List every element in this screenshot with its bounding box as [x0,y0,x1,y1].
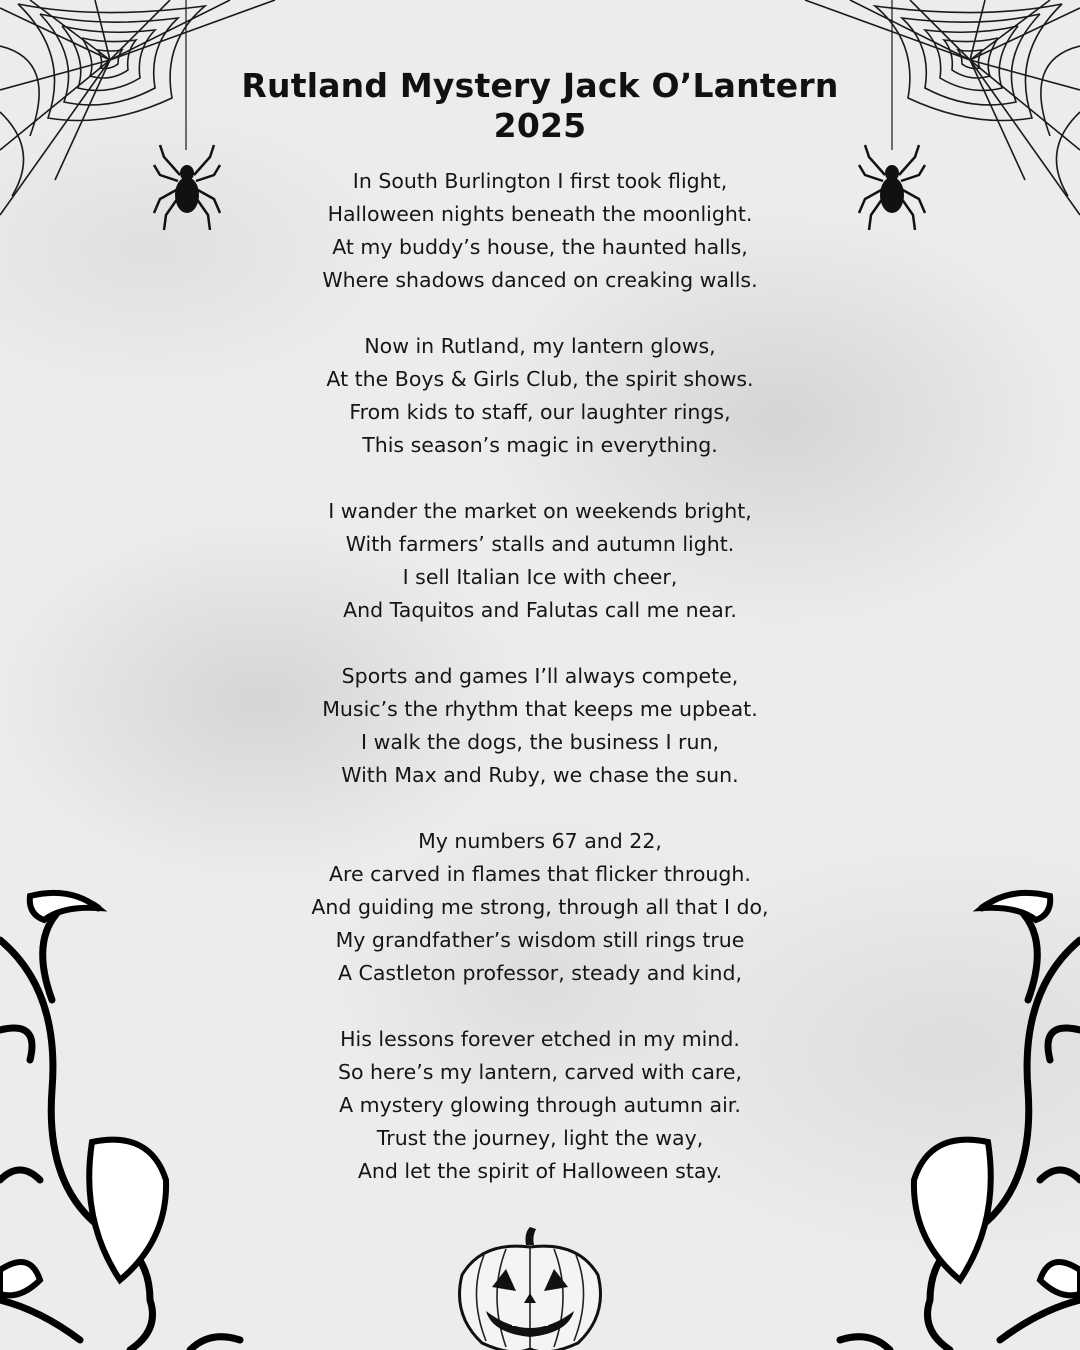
poem-line: At the Boys & Girls Club, the spirit shows. [326,367,754,391]
poem-line: Trust the journey, light the way, [376,1126,704,1150]
jack-o-lantern-icon [452,1225,608,1350]
poem-line: Now in Rutland, my lantern glows, [364,334,716,358]
poem-line: I wander the market on weekends bright, [328,499,752,523]
poem-line: In South Burlington I first took flight, [352,169,728,193]
poem-line: And Taquitos and Falutas call me near. [343,598,737,622]
poem-line: From kids to staff, our laughter rings, [349,400,731,424]
title-line-1: Rutland Mystery Jack O’Lantern [241,66,839,105]
title-year: 2025 [493,106,587,145]
poem-line: A mystery glowing through autumn air. [339,1093,741,1117]
poem-line: With Max and Ruby, we chase the sun. [341,763,739,787]
stanza-1 [0,165,1080,297]
poem [0,165,1080,1221]
poem-line: Sports and games I’ll always compete, [341,664,739,688]
page-title [0,66,1080,146]
poem-line: His lessons forever etched in my mind. [340,1027,740,1051]
poem-line: This season’s magic in everything. [362,433,718,457]
stanza-2 [0,330,1080,462]
poem-line: My grandfather’s wisdom still rings true [335,928,745,952]
stanza-6 [0,1023,1080,1188]
poem-line: And let the spirit of Halloween stay. [357,1159,723,1183]
poem-line: Are carved in flames that flicker through. [329,862,751,886]
poem-line: And guiding me strong, through all that I do, [311,895,769,919]
stanza-5 [0,825,1080,990]
poem-line: A Castleton professor, steady and kind, [338,961,742,985]
poem-line: Where shadows danced on creaking walls. [322,268,758,292]
poem-line: Halloween nights beneath the moonlight. [327,202,753,226]
poem-line: With farmers’ stalls and autumn light. [345,532,735,556]
poem-line: So here’s my lantern, carved with care, [337,1060,743,1084]
poem-line: My numbers 67 and 22, [418,829,662,853]
poem-line: Music’s the rhythm that keeps me upbeat. [322,697,758,721]
stanza-3 [0,495,1080,627]
poem-line: I sell Italian Ice with cheer, [402,565,678,589]
poem-line: I walk the dogs, the business I run, [361,730,719,754]
stanza-4 [0,660,1080,792]
poem-line: At my buddy’s house, the haunted halls, [332,235,748,259]
